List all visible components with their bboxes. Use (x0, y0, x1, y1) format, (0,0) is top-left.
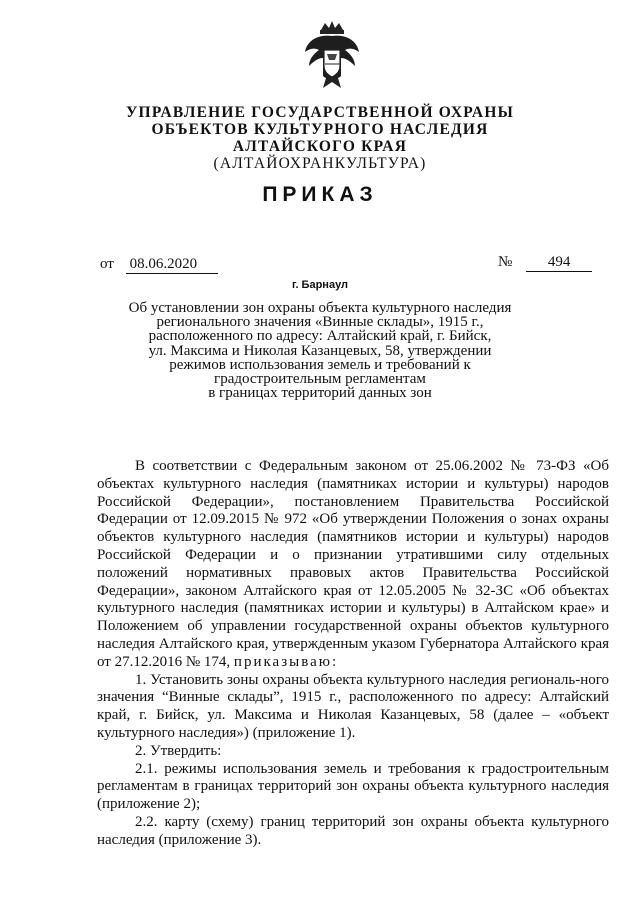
item-2-2: 2.2. карту (схему) границ территорий зон охраны объекта культурного наследия (приложение 3). (97, 813, 609, 848)
item-1: 1. Установить зоны охраны объекта культурного наследия региональ-ного значения “Винные склады”, 1915 г., расположенного по адресу: Алтайский край, г. Бийск, ул. Максима и Николая Казанцевых, 58 (далее – «объект культурного наследия») (приложение 1). (97, 671, 609, 741)
coat-of-arms-emblem (301, 20, 363, 92)
subject-line: ул. Максима и Николая Казанцевых, 58, утверждении (148, 342, 492, 359)
org-line-3: АЛТАЙСКОГО КРАЯ (232, 138, 408, 155)
subject-line: регионального значения «Винные склады», 1915 г., (156, 314, 484, 331)
org-line-1: УПРАВЛЕНИЕ ГОСУДАРСТВЕННОЙ ОХРАНЫ (125, 104, 514, 121)
date-label: от (100, 256, 114, 272)
number-row (498, 254, 592, 272)
number-label: № (498, 254, 513, 270)
org-line-2: ОБЪЕКТОВ КУЛЬТУРНОГО НАСЛЕДИЯ (151, 121, 489, 138)
order-word: приказываю: (233, 653, 339, 670)
subject-line: режимов использования земель и требований к (169, 356, 471, 373)
document-type: ПРИКАЗ (262, 183, 378, 206)
item-2-1: 2.1. режимы использования земель и требования к градостроительным регламентам в границах территорий зон охраны объекта культурного наследия (приложение 2); (97, 760, 609, 813)
subject-line: расположенного по адресу: Алтайский край, г. Бийск, (148, 328, 492, 345)
subject-line: Об установлении зон охраны объекта культурного наследия (128, 300, 512, 316)
date-value: 08.06.2020 (126, 256, 218, 274)
preamble-paragraph (97, 458, 609, 672)
date-row (100, 256, 218, 274)
order-body (97, 458, 609, 850)
city: г. Барнаул (291, 279, 349, 291)
org-abbreviation: (АЛТАЙОХРАНКУЛЬТУРА) (213, 155, 427, 172)
preamble-text: В соответствии с Федеральным законом от 25.06.2002 № 73-ФЗ «Об объектах культурного наследия (памятниках истории и культуры) народов Российской Федерации», постановлением Правительства Российской Федерации от 12.09.2015 № 972 «Об утверждении Положения о зонах охраны объектов культурного наследия (памятников истории и культуры) народов Российской Федерации и о признании утратившими силу отдельных положений нормативных правовых актов Правительства Российской Федерации», законом Алтайского края от 12.05.2005 № 32-ЗС «Об объектах культурного наследия (памятниках истории и культуры) в Алтайском крае» и Положением об управлении государственной охраны объектов культурного наследия Алтайского края, утвержденным указом Губернатора Алтайского края от 27.12.2016 № 174, (97, 458, 609, 670)
item-2: 2. Утвердить: (135, 742, 222, 759)
subject-line: в границах территорий данных зон (208, 385, 432, 402)
order-subject (110, 301, 530, 400)
number-value: 494 (526, 254, 592, 272)
organization-name (0, 104, 640, 172)
subject-line: градостроительным регламентам (214, 371, 426, 388)
